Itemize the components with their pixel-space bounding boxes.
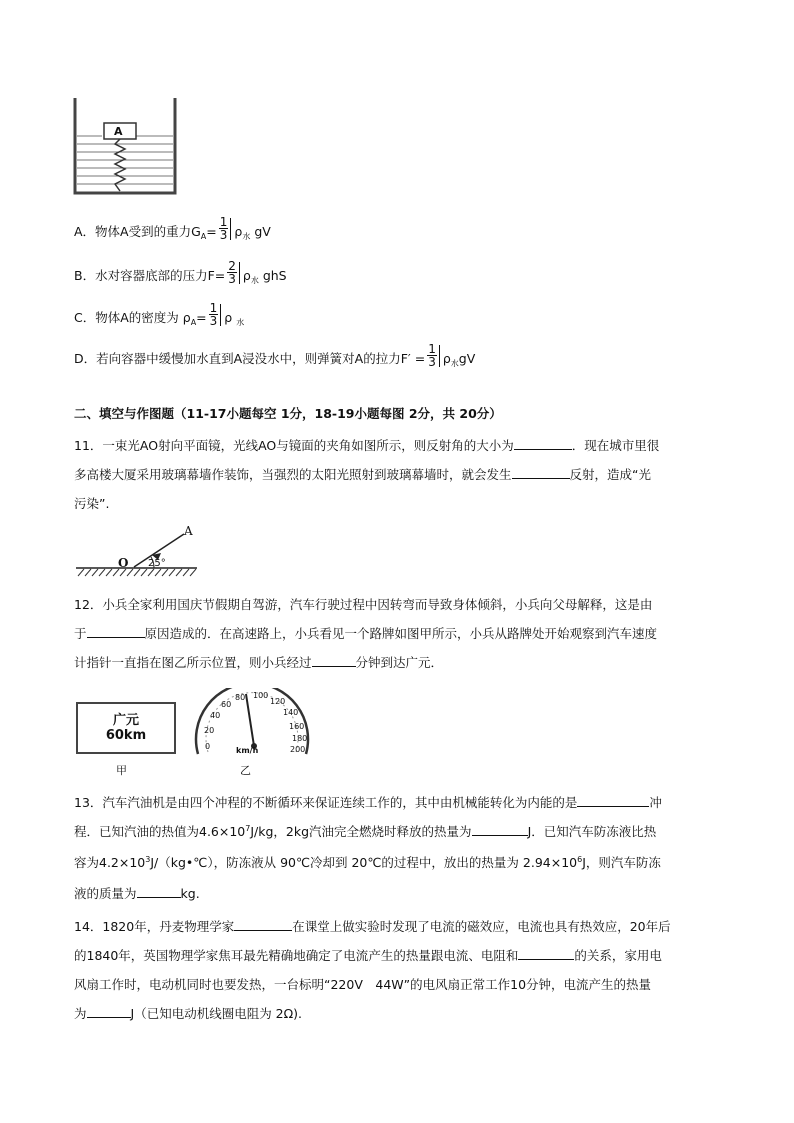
- question-14: 14．1820年，丹麦物理学家 在课堂上做实验时发现了电流的磁效应，电流也具有热效应，20年后 的1840年，英国物理学家焦耳最先精确地确定了电流产生的热量跟电流、电阻和 的关系，家用电 风扇工作时，电动机同时也要发热，一台标明“220V 44W”的电风扇正常工作10分钟，电流产生的热量 为 J（已知电动机线圈电阻为 2Ω).: [74, 919, 671, 1021]
- question-11: 11．一束光AO射向平面镜，光线AO与镜面的夹角如图所示，则反射角的大小为 ．现在城市里很 多高楼大厦采用玻璃幕墙作装饰，当强烈的太阳光照射到玻璃幕墙时，就会发生 反射，造成“光 污染”.: [74, 438, 660, 511]
- speedo-unit: km/h: [236, 746, 259, 755]
- label-yi: 乙: [240, 764, 251, 777]
- tick-140: 140: [283, 708, 299, 717]
- container-figure: [72, 96, 182, 196]
- tick-0: 0: [205, 742, 211, 751]
- tick-100: 100: [253, 691, 269, 700]
- sign-destination: 广元: [112, 713, 139, 728]
- mirror-figure: [72, 526, 202, 584]
- sign-distance: 60km: [105, 728, 147, 743]
- tick-160: 160: [289, 722, 305, 731]
- mirror-label-angle: 25°: [148, 558, 166, 569]
- option-b: B．水对容器底部的压力F= $\frac{2}{3}$ $\rho_水$ ghS: [74, 259, 287, 286]
- question-13: 13．汽车汽油机是由四个冲程的不断循环来保证连续工作的，其中由机械能转化为内能的是 冲 程．已知汽油的热值为$4.6\times 10^7J/kg$，2kg汽油完全燃烧时释放的热量为 J．已知汽车防冻液比热 容为$4.2\times 10^3J/(kg•℃)$，防冻液从 90℃冷却到 20℃的过程中，放出的热量为 $2.94\times 10^6J$，则汽车防冻 液的质量为 kg.: [74, 795, 662, 901]
- option-a: A．物体A受到的重力$G_A=$ $\frac{1}{3}$ $\rho_水$ gV: [74, 215, 271, 242]
- tick-40: 40: [210, 711, 221, 720]
- road-sign: [76, 702, 176, 754]
- question-12: 12．小兵全家利用国庆节假期自驾游，汽车行驶过程中因转弯而导致身体倾斜，小兵向父母解释，这是由 于 原因造成的．在高速路上，小兵看见一个路牌如图甲所示，小兵从路牌处开始观察到汽车速度 计指针一直指在图乙所示位置，则小兵经过 分钟到达广元．: [74, 597, 658, 670]
- option-d: D．若向容器中缓慢加水直到A浸没水中，则弹簧对A的拉力F′ = $\frac{1}{3}$ $\rho_水gV$: [74, 342, 476, 369]
- label-jia: 甲: [116, 764, 127, 777]
- tick-20: 20: [204, 726, 215, 735]
- section2-title: 二、填空与作图题（11-17小题每空 1分，18-19小题每图 2分，共 20分）: [74, 406, 502, 421]
- block-a-label: A: [114, 125, 123, 138]
- tick-120: 120: [270, 697, 286, 706]
- mirror-label-a: A: [184, 524, 193, 538]
- tick-80: 80: [235, 693, 246, 702]
- tick-60: 60: [221, 700, 232, 709]
- option-c: C．物体A的密度为 $\rho_A=$ $\frac{1}{3}$ ρ $_水$: [74, 301, 245, 328]
- tick-180: 180: [292, 734, 308, 743]
- tick-200: 200: [290, 745, 306, 754]
- mirror-label-o: O: [118, 556, 129, 570]
